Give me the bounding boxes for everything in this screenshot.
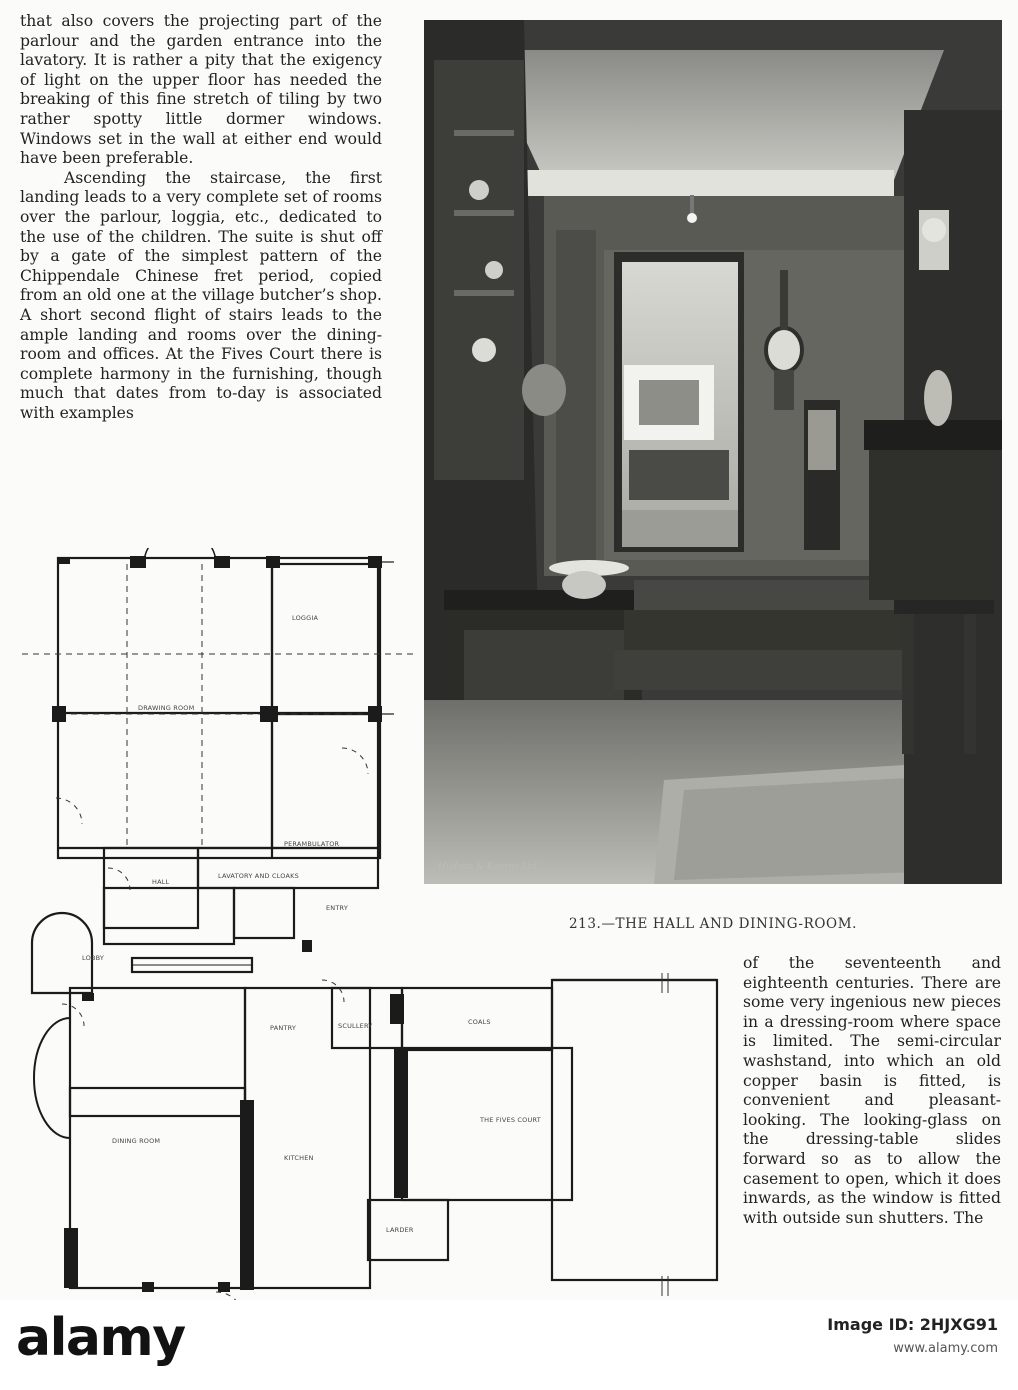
plan-label-fives-court: THE FIVES COURT xyxy=(480,1116,541,1124)
plan-label-coals: COALS xyxy=(468,1018,491,1026)
plan-label-scullery: SCULLERY xyxy=(338,1022,373,1030)
site-url[interactable]: www.alamy.com xyxy=(893,1341,998,1356)
footer-bar xyxy=(0,1300,1018,1390)
photo-caption: 213.—THE HALL AND DINING-ROOM. xyxy=(568,916,858,932)
plan-label-lavatory: LAVATORY AND CLOAKS xyxy=(218,872,299,880)
plan-label-hall: HALL xyxy=(152,878,170,886)
paragraph-2: Ascending the staircase, the first landing leads to a very complete set of rooms over the parlour, loggia, etc., dedicated to the use of the children. The suite is shut off by a gate of the simplest pattern of the Chippendale Chinese fret period, copied from an old one at the village butcher’s shop. A short second flight of stairs leads to the ample landing and rooms over the dining-room and offices. At the Fives Court there is complete harmony in the furnishing, though much that dates from to-day is associated with examples xyxy=(20,168,382,422)
plan-label-dining-room: DINING ROOM xyxy=(112,1137,161,1145)
ground-floor-plan xyxy=(22,548,736,1300)
plan-label-perambulator: PERAMBULATOR xyxy=(284,840,340,848)
left-text-column xyxy=(20,12,382,423)
plan-label-loggia: LOGGIA xyxy=(292,614,319,622)
plan-label-lobby: LOBBY xyxy=(82,954,105,962)
image-id: Image ID: 2HJXG91 xyxy=(827,1315,998,1334)
paragraph-1: that also covers the projecting part of the parlour and the garden entrance into the lavatory. It is rather a pity that the exigency of light on the upper floor has needed the breaking of this fine stretch of tiling by two rather spotty little dormer windows. Windows set in the wall at either end would have been preferable. xyxy=(20,12,382,168)
plan-label-drawing-room: DRAWING ROOM xyxy=(138,704,195,712)
plan-label-entry: ENTRY xyxy=(326,904,349,912)
photo-credit: Hudson & Kearns Ltd. xyxy=(438,862,540,872)
plan-label-larder: LARDER xyxy=(386,1226,414,1234)
plan-label-kitchen: KITCHEN xyxy=(284,1154,314,1162)
image-meta xyxy=(827,1314,998,1360)
right-text-column xyxy=(743,954,1001,1228)
paragraph-3: of the seventeenth and eighteenth centuries. There are some very ingenious new pieces in a dressing-room where space is limited. The semi-circular washstand, into which an old copper basin is fitted, is convenient and pleasant-looking. The looking-glass on the dressing-table slides forward so as to allow the casement to open, which it does inwards, as the window is fitted with outside sun shutters. The xyxy=(743,954,1001,1227)
alamy-logo[interactable]: alamy xyxy=(16,1308,185,1368)
plan-label-pantry: PANTRY xyxy=(270,1024,297,1032)
